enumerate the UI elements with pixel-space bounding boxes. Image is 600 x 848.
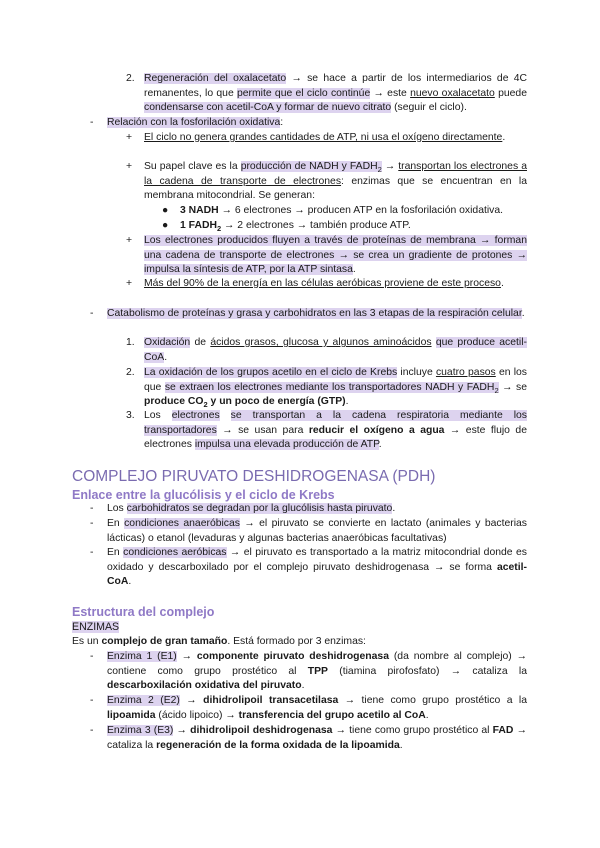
list-marker: - xyxy=(90,308,94,319)
sublist-item-electrones-fluyen xyxy=(144,234,527,278)
bold-text: acetil-CoA xyxy=(107,561,527,587)
text: → xyxy=(381,161,399,172)
list-item-enzima-3 xyxy=(107,724,527,753)
text: Los xyxy=(107,503,127,514)
text: (tiamina pirofosfato) → cataliza la xyxy=(328,665,528,677)
text: En xyxy=(107,518,125,529)
bold-text: reducir el oxígeno a agua xyxy=(308,424,445,436)
text: Es un xyxy=(72,636,102,647)
list-marker: - xyxy=(90,117,94,128)
text: puede xyxy=(494,87,527,99)
text: . xyxy=(399,739,403,751)
list-marker: 1. xyxy=(126,337,135,348)
text: → el piruvato se convierte en lactato (animales y bacterias lácticas) o etanol (levaduras y algunas bacterias anaeróbicas facultativas) xyxy=(107,518,527,544)
text: → este xyxy=(370,87,411,99)
highlight-text: que produce acetil-CoA xyxy=(144,337,527,363)
highlight-text: impulsa una elevada producción de ATP xyxy=(194,439,379,450)
bullet-dot: ● xyxy=(162,220,169,231)
highlight-text: condensarse con acetil-CoA y formar de nuevo citrato xyxy=(144,102,392,113)
highlight-text: Enzima 3 (E3) xyxy=(107,725,174,736)
sublist-item-mas-del-90 xyxy=(144,277,527,292)
highlight-text xyxy=(165,382,499,393)
list-item-catabolismo xyxy=(107,307,527,322)
sublist-item-no-genera-atp xyxy=(144,131,527,146)
text: . xyxy=(502,132,506,143)
list-item-enzima-2 xyxy=(107,694,527,723)
text: → este flujo de electrones xyxy=(144,424,527,450)
text: → xyxy=(173,725,191,736)
list-marker: - xyxy=(90,651,94,662)
list-item-anaerobicas xyxy=(107,517,527,546)
list-marker: + xyxy=(126,278,133,289)
text: y un poco de energía (GTP) xyxy=(207,396,346,407)
paragraph-intro xyxy=(72,635,527,650)
underline-text: Más del 90% de la energía en las células aeróbicas proviene de este proceso xyxy=(144,278,501,289)
text: : xyxy=(280,117,284,128)
text: → se hace a partir de los intermediarios de 4C remanentes, lo que xyxy=(144,73,528,99)
text: → 2 electrones → también produce ATP. xyxy=(221,220,411,231)
section-title-estructura: Estructura del complejo xyxy=(72,605,215,619)
list-marker: 3. xyxy=(126,410,135,421)
text: 1 FADH xyxy=(180,220,217,231)
text: → xyxy=(176,651,197,662)
highlight-text: Los electrones producidos fluyen a través de proteínas de membrana → forman una cadena de transporte de electrones → se crea un gradiente de protones → impulsa la síntesis de ATP, por la ATP sintasa xyxy=(144,235,527,275)
list-marker: + xyxy=(126,161,133,172)
text: (ácido lipoico) → xyxy=(155,709,239,721)
list-item-aerobicas xyxy=(107,546,527,590)
highlight-text: Oxidación xyxy=(144,337,191,348)
numbered-item-electrones xyxy=(144,409,527,453)
text: → el piruvato es transportado a la matriz mitocondrial donde es oxidado y descarboxilado por el complejo piruvato deshidrogenasa → se forma xyxy=(107,547,527,573)
text: incluye xyxy=(397,367,436,378)
text: se extraen los electrones mediante los transportadores NADH y FADH xyxy=(164,381,495,393)
list-marker: 2. xyxy=(126,367,135,378)
bold-text xyxy=(144,396,346,410)
text: : enzimas que se encuentran en la membrana mitocondrial. Se generan: xyxy=(144,175,527,201)
list-marker: - xyxy=(90,518,94,529)
list-item-fosforilacion xyxy=(107,116,527,131)
bold-text: regeneración de la forma oxidada de la lipoamida xyxy=(156,739,400,751)
text: → se xyxy=(498,381,527,393)
list-marker: - xyxy=(90,503,94,514)
highlight-text: Relación con la fosforilación oxidativa xyxy=(107,117,281,128)
highlight-text xyxy=(240,161,382,175)
text: . xyxy=(425,709,429,721)
text: . Está formado por 3 enzimas: xyxy=(227,636,366,647)
section-title-pdh: COMPLEJO PIRUVATO DESHIDROGENASA (PDH) xyxy=(72,468,436,485)
bold-text: componente piruvato deshidrogenasa xyxy=(196,651,389,662)
list-marker: 2. xyxy=(126,73,135,84)
bullet-dot: ● xyxy=(162,205,169,216)
highlight-text: condiciones aeróbicas xyxy=(123,547,227,558)
text: → tiene como grupo prostético al xyxy=(332,725,493,736)
text xyxy=(220,410,231,421)
highlight-text: Enzima 2 (E2) xyxy=(107,695,180,706)
sublist-item-papel-clave xyxy=(144,160,527,204)
text: . xyxy=(345,396,349,407)
list-marker: - xyxy=(90,725,94,736)
numbered-item-oxidacion-acetilo xyxy=(144,366,527,410)
subscript: 2 xyxy=(494,385,499,395)
text: → cataliza la xyxy=(107,725,527,751)
text: (seguir el ciclo). xyxy=(391,102,467,113)
highlight-text: permite que el ciclo continúe xyxy=(237,87,371,99)
subscript: 2 xyxy=(203,400,208,410)
subsublist-item-fadh2 xyxy=(180,219,527,234)
numbered-item-oxidacion xyxy=(144,336,527,365)
bold-text: 3 NADH xyxy=(180,205,219,216)
subsublist-item-nadh xyxy=(180,204,527,219)
highlight-text: electrones xyxy=(171,410,220,421)
list-item-carbohidratos xyxy=(107,502,527,517)
text: producción de NADH y FADH xyxy=(240,161,378,172)
highlight-text: Regeneración del oxalacetato xyxy=(144,73,287,84)
bold-text: lipoamida xyxy=(107,709,156,721)
section-subtitle-enlace: Enlace entre la glucólisis y el ciclo de Krebs xyxy=(72,488,335,502)
text: → xyxy=(179,695,204,706)
bold-text: FAD xyxy=(492,725,514,736)
highlight-text: carbohidratos se degradan por la glucólisis hasta piruvato xyxy=(126,503,393,514)
bold-text: descarboxilación oxidativa del piruvato xyxy=(107,680,302,691)
highlight-text: La oxidación de los grupos acetilo en el ciclo de Krebs xyxy=(144,367,398,378)
list-item-regeneracion-oxalacetato xyxy=(144,72,527,116)
highlight-text: Enzima 1 (E1) xyxy=(107,651,177,662)
text: En xyxy=(107,547,124,558)
highlight-text: ENZIMAS xyxy=(72,621,120,633)
bold-text: dihidrolipoil transacetilasa xyxy=(203,695,339,706)
list-marker: - xyxy=(90,547,94,558)
list-item-enzima-1 xyxy=(107,650,527,694)
text: . xyxy=(301,680,305,691)
subscript: 2 xyxy=(216,224,222,234)
text: de xyxy=(190,337,211,348)
text: en los que xyxy=(144,367,527,393)
text: . xyxy=(521,308,525,319)
label-enzimas xyxy=(72,620,119,635)
text: → se usan para xyxy=(216,424,309,436)
text: produce CO xyxy=(144,396,204,407)
text: . xyxy=(378,439,382,450)
underline-text: transportan los electrones a la cadena de transporte de electrones xyxy=(144,161,527,187)
text: Los xyxy=(144,410,172,421)
text: . xyxy=(500,278,504,289)
text: . xyxy=(352,264,356,275)
text: . xyxy=(164,351,168,363)
highlight-text: condiciones anaeróbicas xyxy=(124,518,240,529)
list-marker: + xyxy=(126,132,133,143)
bold-text: transferencia del grupo acetilo al CoA xyxy=(238,709,426,721)
text: (da nombre al complejo) → contiene como grupo prostético al xyxy=(107,651,527,677)
bold-text xyxy=(180,220,222,234)
text: . xyxy=(392,503,396,514)
bold-text: TPP xyxy=(307,665,328,677)
underline-text: cuatro pasos xyxy=(435,367,496,378)
highlight-text: se transportan a la cadena respiratoria mediante los transportadores xyxy=(144,410,528,436)
underline-text: El ciclo no genera grandes cantidades de ATP, ni usa el oxígeno directamente xyxy=(144,132,503,143)
list-marker: + xyxy=(126,235,133,246)
list-marker: - xyxy=(90,695,94,706)
underline-text: ácidos grasos, glucosa y algunos aminoácidos xyxy=(210,337,432,348)
bold-text: dihidrolipoil deshidrogenasa xyxy=(190,725,333,736)
bold-text: complejo de gran tamaño xyxy=(101,636,228,647)
subscript: 2 xyxy=(377,165,382,175)
text: . xyxy=(128,576,132,587)
underline-text: nuevo oxalacetato xyxy=(410,87,495,99)
highlight-text: Catabolismo de proteínas y grasa y carbohidratos en las 3 etapas de la respiración celular xyxy=(107,308,522,319)
text: → 6 electrones → producen ATP en la fosforilación oxidativa. xyxy=(218,205,504,216)
text: → tiene como grupo prostético a la xyxy=(338,695,527,706)
text: Su papel clave es la xyxy=(144,161,241,172)
